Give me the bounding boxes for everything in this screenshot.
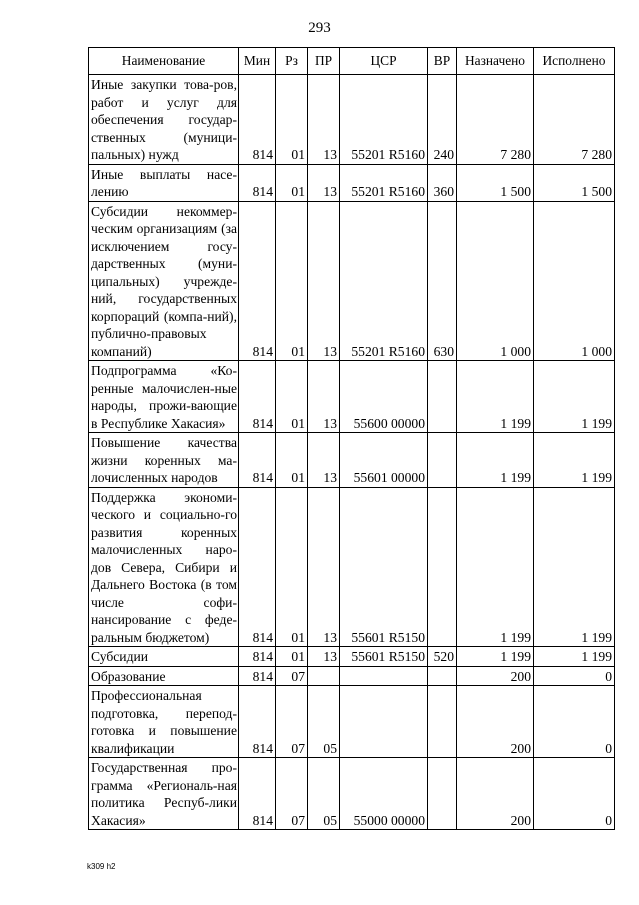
row-executed: 1 199	[534, 433, 615, 488]
row-pr: 05	[308, 758, 340, 830]
header-pr: ПР	[308, 48, 340, 75]
row-assigned: 1 199	[457, 647, 534, 667]
row-name: Государственная про-грамма «Региональ-ная политика Респуб-лики Хакасия»	[89, 758, 239, 830]
row-executed: 1 199	[534, 647, 615, 667]
row-rz: 01	[276, 75, 308, 165]
row-min: 814	[239, 361, 276, 433]
row-assigned: 1 199	[457, 487, 534, 647]
row-executed: 7 280	[534, 75, 615, 165]
row-assigned: 1 000	[457, 201, 534, 361]
row-vr	[428, 361, 457, 433]
table-row	[89, 164, 615, 201]
budget-table	[88, 47, 615, 830]
row-pr: 13	[308, 75, 340, 165]
row-rz: 01	[276, 647, 308, 667]
row-csr: 55601 R5150	[340, 647, 428, 667]
row-csr: 55201 R5160	[340, 75, 428, 165]
row-pr	[308, 666, 340, 686]
row-min: 814	[239, 758, 276, 830]
row-vr	[428, 666, 457, 686]
table-row	[89, 201, 615, 361]
row-csr: 55601 R5150	[340, 487, 428, 647]
table-body	[89, 75, 615, 830]
row-pr: 05	[308, 686, 340, 758]
row-pr: 13	[308, 201, 340, 361]
row-name: Подпрограмма «Ко-ренные малочислен-ные народы, прожи-вающие в Республике Хакасия»	[89, 361, 239, 433]
row-rz: 01	[276, 201, 308, 361]
row-rz: 07	[276, 758, 308, 830]
header-name: Наименование	[89, 48, 239, 75]
row-executed: 0	[534, 686, 615, 758]
table-row	[89, 433, 615, 488]
row-assigned: 200	[457, 758, 534, 830]
row-assigned: 1 199	[457, 433, 534, 488]
header-min: Мин	[239, 48, 276, 75]
row-min: 814	[239, 75, 276, 165]
row-csr: 55601 00000	[340, 433, 428, 488]
row-executed: 1 500	[534, 164, 615, 201]
row-min: 814	[239, 686, 276, 758]
row-name: Повышение качества жизни коренных ма-лочисленных народов	[89, 433, 239, 488]
table-row	[89, 75, 615, 165]
row-vr: 630	[428, 201, 457, 361]
row-rz: 01	[276, 164, 308, 201]
row-vr: 240	[428, 75, 457, 165]
row-csr	[340, 686, 428, 758]
footer-code: k309 h2	[87, 862, 116, 871]
row-vr	[428, 758, 457, 830]
header-executed: Исполнено	[534, 48, 615, 75]
table-row	[89, 647, 615, 667]
row-executed: 0	[534, 758, 615, 830]
header-assigned: Назначено	[457, 48, 534, 75]
row-assigned: 200	[457, 666, 534, 686]
header-rz: Рз	[276, 48, 308, 75]
row-pr: 13	[308, 647, 340, 667]
row-assigned: 1 199	[457, 361, 534, 433]
table-row	[89, 487, 615, 647]
row-name: Поддержка экономи-ческого и социально-го развития коренных малочисленных наро-дов Севера, Сибири и Дальнего Востока (в том числе софи-нансирование с феде-ральным бюджетом)	[89, 487, 239, 647]
row-name: Профессиональная подготовка, перепод-готовка и повышение квалификации	[89, 686, 239, 758]
row-rz: 07	[276, 666, 308, 686]
row-min: 814	[239, 666, 276, 686]
row-name: Образование	[89, 666, 239, 686]
row-min: 814	[239, 647, 276, 667]
row-name: Субсидии	[89, 647, 239, 667]
row-rz: 01	[276, 487, 308, 647]
row-csr: 55600 00000	[340, 361, 428, 433]
header-csr: ЦСР	[340, 48, 428, 75]
table-header-row	[89, 48, 615, 75]
row-rz: 01	[276, 361, 308, 433]
row-assigned: 200	[457, 686, 534, 758]
row-executed: 0	[534, 666, 615, 686]
row-assigned: 7 280	[457, 75, 534, 165]
header-vr: ВР	[428, 48, 457, 75]
row-csr: 55201 R5160	[340, 164, 428, 201]
row-executed: 1 199	[534, 361, 615, 433]
row-vr	[428, 433, 457, 488]
row-pr: 13	[308, 164, 340, 201]
row-name: Субсидии некоммер-ческим организациям (за исключением госу-дарственных (муни-ципальных) учрежде-ний, государственных корпораций (компа-ний), публично-правовых компаний)	[89, 201, 239, 361]
row-vr: 520	[428, 647, 457, 667]
row-csr	[340, 666, 428, 686]
row-name: Иные выплаты насе-лению	[89, 164, 239, 201]
row-rz: 07	[276, 686, 308, 758]
row-min: 814	[239, 487, 276, 647]
row-csr: 55000 00000	[340, 758, 428, 830]
row-pr: 13	[308, 433, 340, 488]
row-vr	[428, 686, 457, 758]
row-name: Иные закупки това-ров, работ и услуг для обеспечения государ-ственных (муници-пальных) нужд	[89, 75, 239, 165]
row-min: 814	[239, 164, 276, 201]
row-csr: 55201 R5160	[340, 201, 428, 361]
table-row	[89, 686, 615, 758]
row-vr	[428, 487, 457, 647]
row-rz: 01	[276, 433, 308, 488]
page-number: 293	[308, 20, 331, 36]
row-pr: 13	[308, 487, 340, 647]
table-row	[89, 758, 615, 830]
row-min: 814	[239, 201, 276, 361]
row-executed: 1 199	[534, 487, 615, 647]
row-vr: 360	[428, 164, 457, 201]
row-min: 814	[239, 433, 276, 488]
row-pr: 13	[308, 361, 340, 433]
row-executed: 1 000	[534, 201, 615, 361]
table-row	[89, 666, 615, 686]
table-row	[89, 361, 615, 433]
row-assigned: 1 500	[457, 164, 534, 201]
